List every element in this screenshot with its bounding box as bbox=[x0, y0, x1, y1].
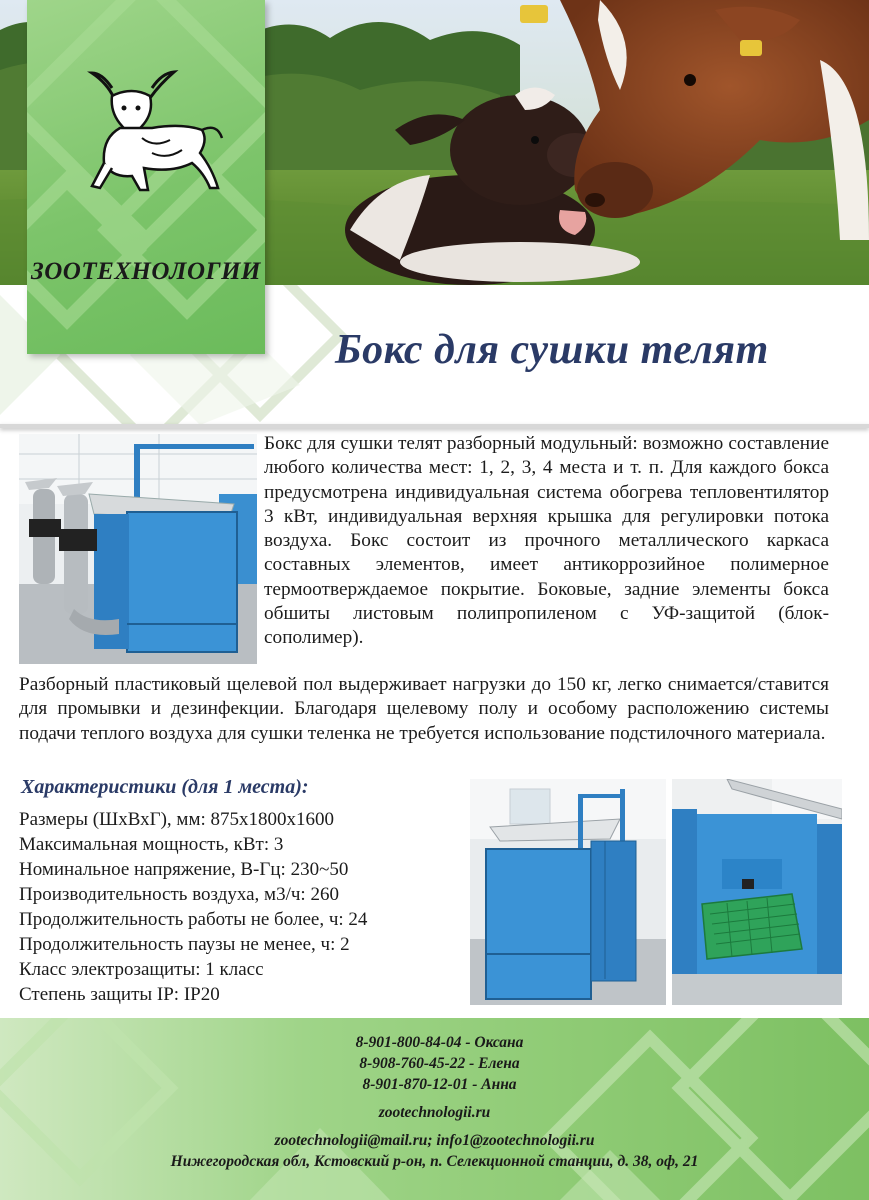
bull-logo-icon bbox=[82, 68, 232, 198]
slatted-floor bbox=[702, 894, 802, 959]
address-text: Нижегородская обл, Кстовский р-он, п. Селекционной станции, д. 38, оф, 21 bbox=[170, 1153, 699, 1170]
spec-item: Степень защиты IP: IP20 bbox=[19, 984, 220, 1005]
contacts-block bbox=[0, 1032, 869, 1172]
specs-list bbox=[19, 807, 367, 1007]
phone-list bbox=[0, 1032, 869, 1095]
drying-box-row-photo bbox=[19, 434, 257, 664]
phone-contact[interactable]: 8-908-760-45-22 - Елена bbox=[359, 1055, 520, 1072]
section-divider bbox=[0, 424, 869, 428]
phone-contact[interactable]: 8-901-870-12-01 - Анна bbox=[362, 1076, 517, 1093]
description-paragraph-2: Разборный пластиковый щелевой пол выдерживает нагрузки до 150 кг, легко снимается/ставится для промывки и дезинфекции. Благодаря щелевому полу и особому расположению системы подачи теплого воздуха для сушки теленка не требуется использование подстилочного материала. bbox=[19, 674, 829, 744]
spec-item: Производительность воздуха, м3/ч: 260 bbox=[19, 884, 339, 905]
website-link[interactable]: zootechnologii.ru bbox=[378, 1104, 491, 1121]
spec-item: Продолжительность паузы не менее, ч: 2 bbox=[19, 934, 350, 955]
phone-contact[interactable]: 8-901-800-84-04 - Оксана bbox=[355, 1034, 524, 1051]
spec-item: Максимальная мощность, кВт: 3 bbox=[19, 834, 284, 855]
brand-name: ЗООТЕХНОЛОГИИ bbox=[30, 258, 262, 285]
spec-item: Размеры (ШхВхГ), мм: 875х1800х1600 bbox=[19, 809, 335, 830]
logo-panel bbox=[27, 0, 265, 354]
specs-heading: Характеристики (для 1 места): bbox=[21, 776, 309, 798]
email-links[interactable]: zootechnologii@mail.ru; info1@zootechnologii.ru bbox=[274, 1132, 595, 1149]
spec-item: Класс электрозащиты: 1 класс bbox=[19, 959, 264, 980]
spec-item: Продолжительность работы не более, ч: 24 bbox=[19, 909, 368, 930]
page-title: Бокс для сушки телят bbox=[335, 327, 769, 373]
spec-item: Номинальное напряжение, В-Гц: 230~50 bbox=[19, 859, 349, 880]
description-paragraph-1: Бокс для сушки телят разборный модульный: возможно составление любого количества мест: 1, 2, 3, 4 места и т. п. Для каждого бокса предусмотрена индивидуальная система обогрева тепловентилятор 3 кВт, индивидуальная верхняя крышка для регулировки потока воздуха. Бокс состоит из прочного металлического каркаса составных элементов, имеет антикоррозийное полимерное термоотверждаемое покрытие. Боковые, задние элементы бокса обшиты листовым полипропиленом с УФ-защитой (блок-сополимер). bbox=[264, 433, 829, 649]
drying-box-interior-photo bbox=[672, 779, 842, 1005]
drying-box-closed-photo bbox=[470, 779, 666, 1005]
